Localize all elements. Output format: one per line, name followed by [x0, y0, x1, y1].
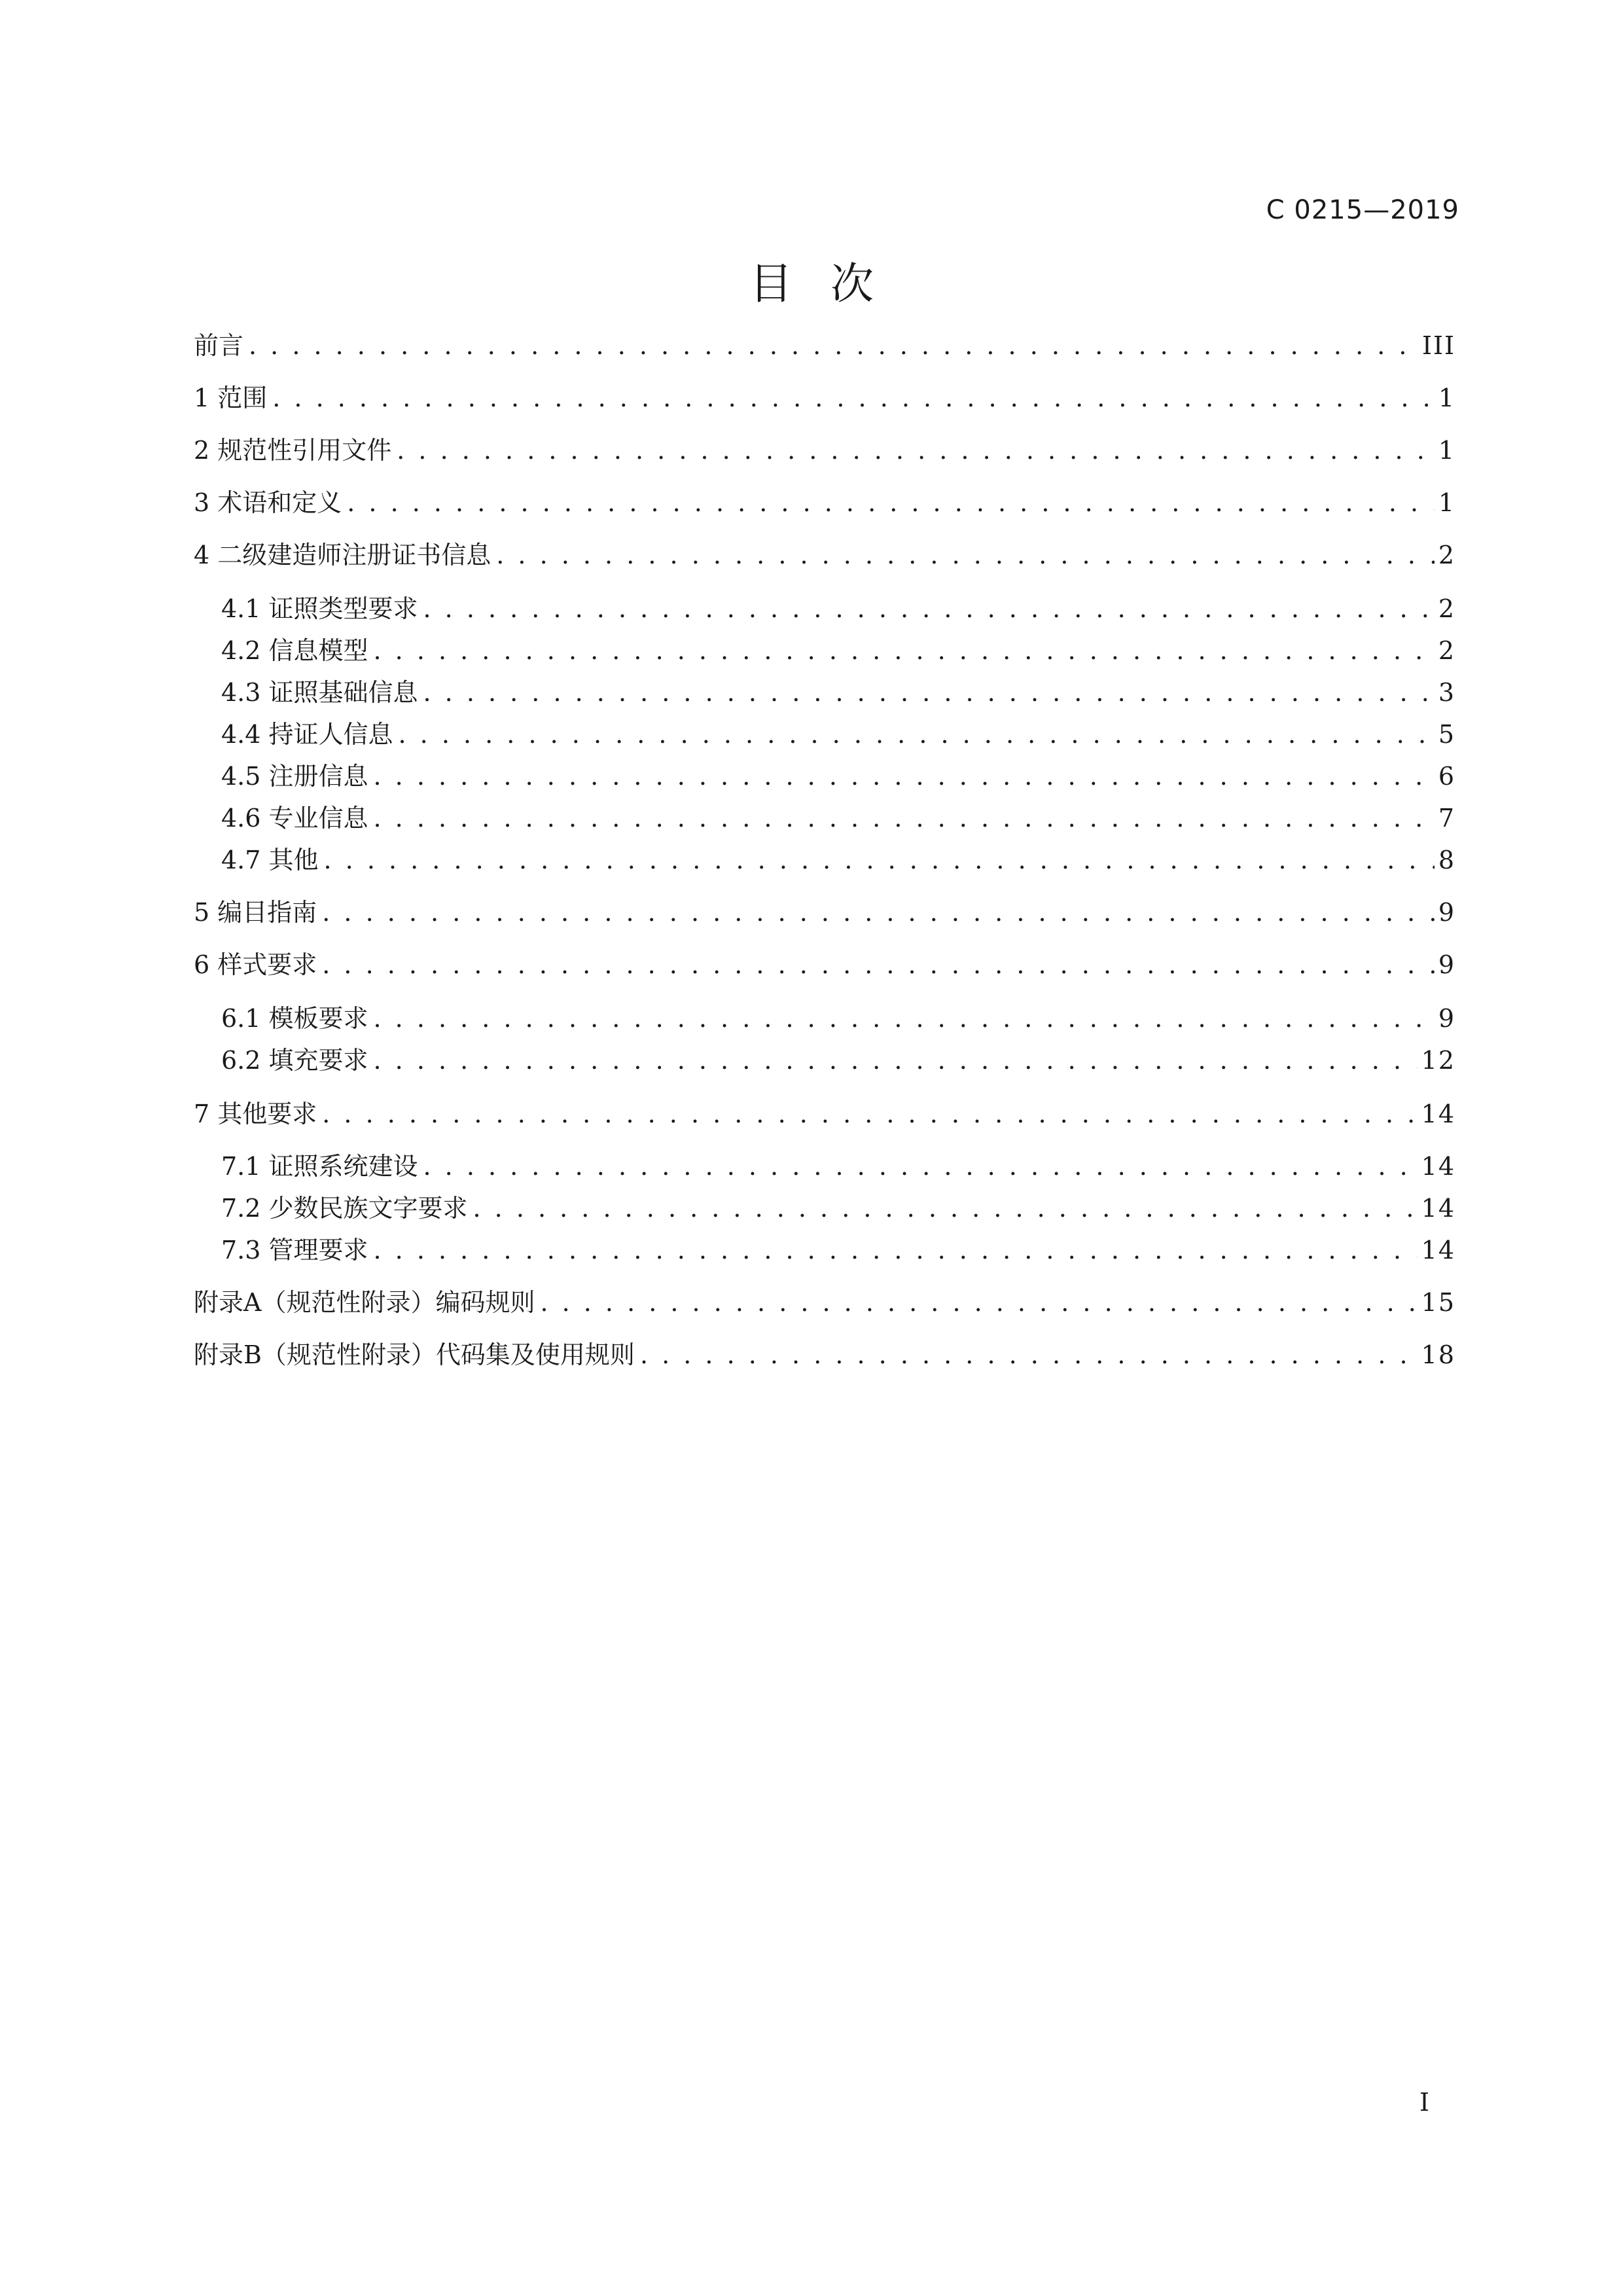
toc-entry-page: 1: [1438, 436, 1455, 465]
toc-dot-leader: [540, 1285, 1417, 1319]
toc-dot-leader: [272, 381, 1435, 415]
toc-dot-leader: [347, 486, 1435, 520]
toc-entry-page: 2: [1438, 636, 1455, 665]
toc-entry[interactable]: [194, 381, 1455, 415]
toc-dot-leader: [374, 1233, 1418, 1267]
toc-dot-leader: [640, 1338, 1418, 1372]
toc-entry-label: 1 范围: [194, 384, 268, 412]
toc-dot-leader: [374, 759, 1435, 793]
toc-entry-page: 1: [1438, 488, 1455, 517]
toc-entry-page: 7: [1438, 804, 1455, 833]
toc-dot-leader: [496, 538, 1435, 572]
toc-entry-label: 7.1 证照系统建设: [221, 1152, 418, 1181]
toc-dot-leader: [374, 801, 1435, 835]
page-number: I: [1419, 2088, 1429, 2117]
toc-entry-label: 4.4 持证人信息: [221, 720, 393, 749]
toc-entry[interactable]: [221, 843, 1455, 877]
page-title: 目次: [749, 259, 912, 309]
toc-entry-label: 7.3 管理要求: [221, 1236, 368, 1265]
toc-entry[interactable]: [221, 1149, 1455, 1183]
toc-entry[interactable]: [221, 592, 1455, 626]
toc-dot-leader: [423, 1149, 1418, 1183]
toc-entry-label: 6.1 模板要求: [221, 1004, 368, 1033]
toc-dot-leader: [322, 1097, 1417, 1131]
toc-entry[interactable]: [194, 1285, 1455, 1319]
toc-entry-label: 6 样式要求: [194, 950, 317, 979]
toc-entry-page: 18: [1421, 1340, 1455, 1369]
toc-entry[interactable]: [194, 486, 1455, 520]
toc-entry-page: 3: [1438, 678, 1455, 707]
toc-entry-label: 5 编目指南: [194, 898, 317, 927]
toc-entry-label: 前言: [194, 331, 244, 360]
toc-entry-page: III: [1421, 331, 1455, 360]
toc-dot-leader: [322, 948, 1435, 982]
toc-entry-page: 14: [1421, 1194, 1455, 1223]
toc-entry-page: 9: [1438, 950, 1455, 979]
toc-entry-label: 4.7 其他: [221, 846, 319, 874]
toc-dot-leader: [423, 675, 1435, 709]
toc-entry[interactable]: [221, 1191, 1455, 1225]
toc-entry[interactable]: [221, 634, 1455, 668]
toc-dot-leader: [374, 1043, 1418, 1077]
toc-entry-label: 4.5 注册信息: [221, 762, 368, 791]
toc-entry-page: 14: [1421, 1100, 1455, 1128]
toc-dot-leader: [374, 1001, 1435, 1035]
toc-entry-page: 8: [1438, 846, 1455, 874]
toc-entry-page: 1: [1438, 384, 1455, 412]
toc-entry[interactable]: [194, 538, 1455, 572]
toc-entry-label: 6.2 填充要求: [221, 1046, 368, 1075]
toc-dot-leader: [324, 843, 1435, 877]
toc-entry-page: 2: [1438, 594, 1455, 623]
toc-entry[interactable]: [194, 895, 1455, 929]
toc-entry[interactable]: [221, 801, 1455, 835]
toc-entry-label: 4 二级建造师注册证书信息: [194, 541, 491, 569]
toc-entry[interactable]: [194, 1338, 1455, 1372]
toc-entry-label: 附录B（规范性附录）代码集及使用规则: [194, 1340, 635, 1369]
document-code: C 0215—2019: [1266, 195, 1459, 225]
toc-entry-label: 7.2 少数民族文字要求: [221, 1194, 468, 1223]
toc-entry-page: 14: [1421, 1236, 1455, 1265]
toc-entry-page: 14: [1421, 1152, 1455, 1181]
toc-entry-label: 4.2 信息模型: [221, 636, 368, 665]
toc-dot-leader: [249, 329, 1418, 363]
toc-entry[interactable]: [194, 1097, 1455, 1131]
toc-entry[interactable]: [221, 759, 1455, 793]
toc-entry-label: 2 规范性引用文件: [194, 436, 392, 465]
toc-entry[interactable]: [194, 433, 1455, 467]
toc-entry[interactable]: [221, 1043, 1455, 1077]
toc-dot-leader: [423, 592, 1435, 626]
toc-entry-label: 4.1 证照类型要求: [221, 594, 418, 623]
toc-entry-label: 4.3 证照基础信息: [221, 678, 418, 707]
toc-entry-page: 9: [1438, 898, 1455, 927]
toc-entry[interactable]: [221, 1001, 1455, 1035]
toc-entry-label: 附录A（规范性附录）编码规则: [194, 1288, 535, 1317]
toc-entry[interactable]: [221, 1233, 1455, 1267]
toc-dot-leader: [399, 717, 1435, 751]
toc-entry[interactable]: [194, 948, 1455, 982]
toc-entry-page: 9: [1438, 1004, 1455, 1033]
toc-entry-page: 2: [1438, 541, 1455, 569]
toc-entry-page: 6: [1438, 762, 1455, 791]
toc-entry[interactable]: [194, 329, 1455, 363]
toc-entry-page: 5: [1438, 720, 1455, 749]
toc-entry-label: 3 术语和定义: [194, 488, 342, 517]
toc-entry-page: 15: [1421, 1288, 1455, 1317]
toc-dot-leader: [397, 433, 1435, 467]
toc-dot-leader: [322, 895, 1435, 929]
toc-entry[interactable]: [221, 675, 1455, 709]
toc-entry-label: 4.6 专业信息: [221, 804, 368, 833]
toc-entry-label: 7 其他要求: [194, 1100, 317, 1128]
toc-dot-leader: [374, 634, 1435, 668]
toc-entry-page: 12: [1421, 1046, 1455, 1075]
toc-entry[interactable]: [221, 717, 1455, 751]
toc-dot-leader: [473, 1191, 1418, 1225]
